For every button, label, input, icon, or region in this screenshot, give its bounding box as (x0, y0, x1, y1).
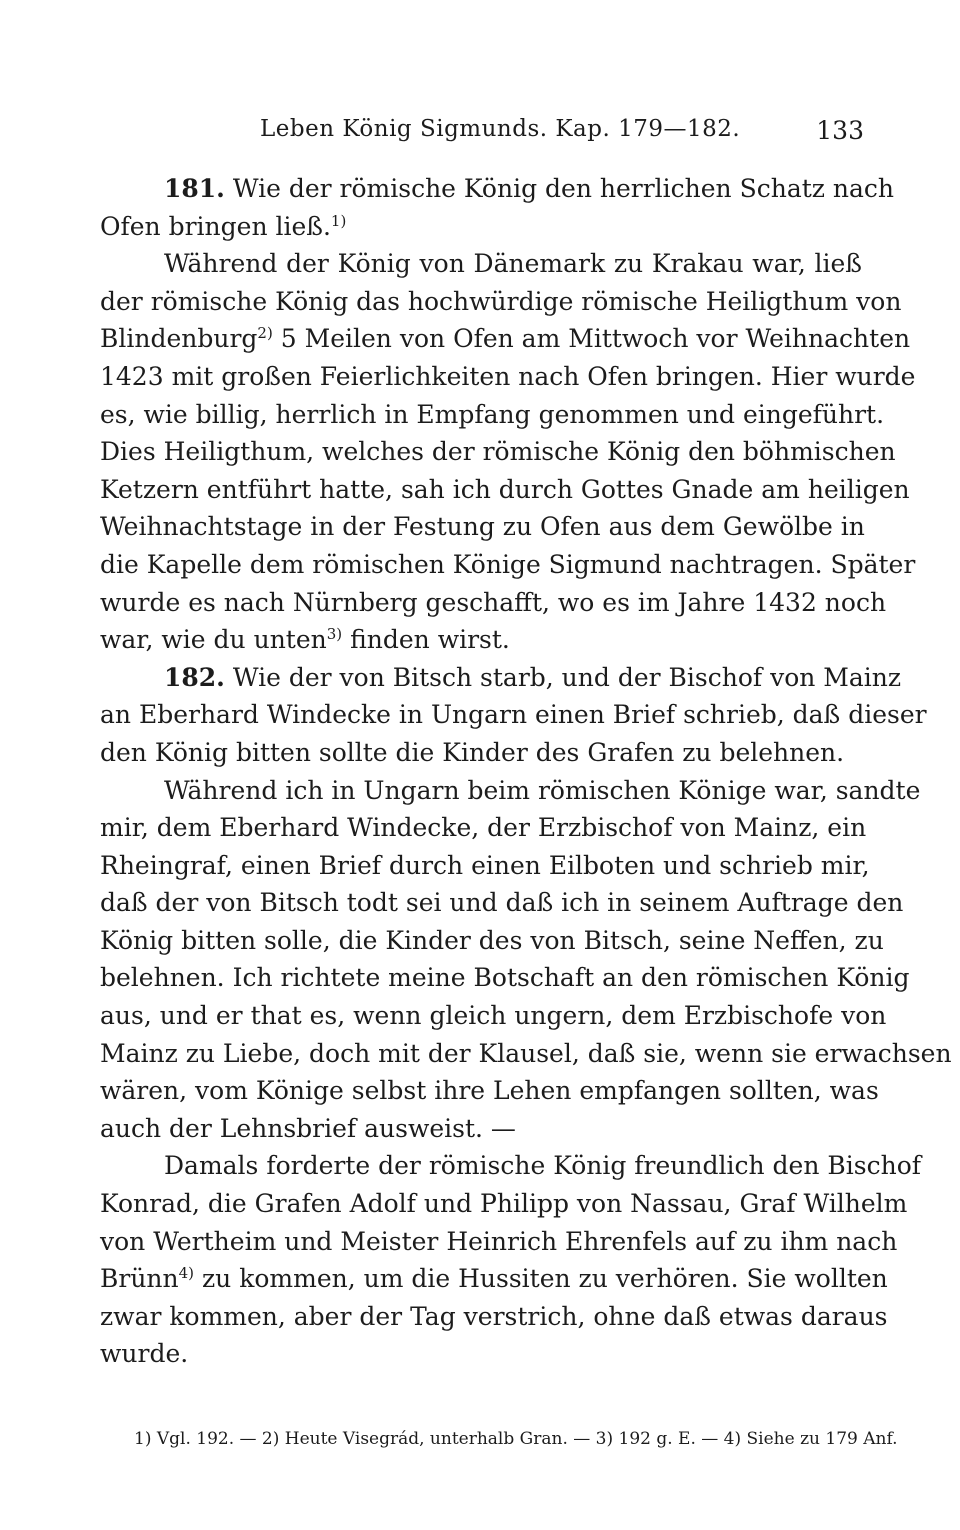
line-text: König bitten solle, die Kinder des von Bitsch, seine Neffen, zu (100, 925, 884, 955)
text-line (100, 1072, 879, 1110)
line-text: Konrad, die Grafen Adolf und Philipp von Nassau, Graf Wilhelm (100, 1189, 908, 1219)
line-text: Rheingraf, einen Brief durch einen Eilboten und schrieb mir, (100, 850, 870, 880)
text-line (100, 396, 885, 434)
line-text: Brünn (100, 1264, 179, 1294)
line-text: Mainz zu Liebe, doch mit der Klausel, daß sie, wenn sie erwachsen (100, 1038, 952, 1068)
line-text-continued: zu kommen, um die Hussiten zu verhören. Sie wollten (194, 1264, 888, 1294)
line-text: Damals forderte der römische König freundlich den Bischof (164, 1151, 921, 1181)
line-text: Ofen bringen ließ. (100, 211, 331, 241)
body-text (100, 170, 952, 1373)
line-text: wurde es nach Nürnberg geschafft, wo es im Jahre 1432 noch (100, 587, 887, 617)
line-text-continued: 5 Meilen von Ofen am Mittwoch vor Weihnachten (272, 324, 911, 354)
line-text-continued: finden wirst. (342, 625, 510, 655)
text-line (100, 546, 916, 584)
line-text: Dies Heiligthum, welches der römische König den böhmischen (100, 437, 896, 467)
text-line (100, 245, 862, 283)
line-text: Wie der von Bitsch starb, und der Bischof von Mainz (232, 662, 902, 692)
line-text: mir, dem Eberhard Windecke, der Erzbischof von Mainz, ein (100, 813, 867, 843)
text-line (100, 959, 910, 997)
section-number: 181. (164, 174, 225, 203)
line-text: Wie der römische König den herrlichen Schatz nach (232, 174, 895, 203)
line-text: aus, und er that es, wenn gleich ungern, dem Erzbischofe von (100, 1001, 887, 1031)
text-line (100, 922, 884, 960)
footnote-marker: 2) (257, 324, 273, 343)
section-heading-line (100, 659, 902, 697)
text-line (100, 320, 911, 358)
text-line (100, 1223, 898, 1261)
text-line (100, 884, 904, 922)
section-heading-line (100, 170, 895, 208)
text-line (100, 696, 927, 734)
text-line (100, 433, 896, 471)
running-title: Leben König Sigmunds. Kap. 179—182. (260, 116, 741, 142)
section-number: 182. (164, 662, 225, 692)
line-text: war, wie du unten (100, 625, 327, 655)
line-text: belehnen. Ich richtete meine Botschaft an den römischen König (100, 963, 910, 993)
line-text: zwar kommen, aber der Tag verstrich, ohne daß etwas daraus (100, 1301, 888, 1331)
text-line (100, 809, 867, 847)
text-line (100, 208, 862, 246)
text-line (100, 1335, 862, 1373)
text-line (100, 283, 902, 321)
text-line (100, 1110, 862, 1148)
text-line (100, 1147, 921, 1185)
text-line (100, 997, 887, 1035)
text-line (100, 584, 887, 622)
line-text: auch der Lehnsbrief ausweist. — (100, 1113, 516, 1143)
line-text: 1423 mit großen Feierlichkeiten nach Ofen bringen. Hier wurde (100, 361, 916, 391)
text-line (100, 358, 916, 396)
line-text: der römische König das hochwürdige römische Heiligthum von (100, 286, 902, 316)
line-text: an Eberhard Windecke in Ungarn einen Brief schrieb, daß dieser (100, 700, 927, 730)
footnote-marker: 1) (330, 211, 347, 230)
line-text: die Kapelle dem römischen Könige Sigmund nachtragen. Später (100, 549, 916, 579)
line-text: Ketzern entführt hatte, sah ich durch Gottes Gnade am heiligen (100, 474, 910, 504)
text-line (100, 1035, 952, 1073)
line-text: wären, vom Könige selbst ihre Lehen empfangen sollten, was (100, 1076, 879, 1106)
text-line (100, 508, 865, 546)
line-text: Während ich in Ungarn beim römischen Könige war, sandte (164, 775, 921, 805)
line-text: daß der von Bitsch todt sei und daß ich in seinem Auftrage den (100, 888, 904, 918)
line-text: von Wertheim und Meister Heinrich Ehrenfels auf zu ihm nach (100, 1226, 898, 1256)
text-line (100, 1185, 908, 1223)
page-number: 133 (816, 116, 864, 145)
line-text: Weihnachtstage in der Festung zu Ofen aus dem Gewölbe in (100, 512, 865, 542)
text-line (100, 1260, 888, 1298)
line-text: wurde. (100, 1339, 189, 1369)
footnote-marker: 3) (326, 625, 343, 644)
text-line (100, 621, 862, 659)
line-text: den König bitten sollte die Kinder des Grafen zu belehnen. (100, 737, 845, 767)
text-line (100, 1298, 888, 1336)
text-line (100, 772, 921, 810)
footnotes: 1) Vgl. 192. — 2) Heute Visegrád, unterhalb Gran. — 3) 192 g. E. — 4) Siehe zu 179 Anf. (134, 1429, 898, 1449)
text-line (100, 471, 910, 509)
line-text: Während der König von Dänemark zu Krakau war, ließ (164, 249, 862, 279)
text-line (100, 847, 870, 885)
footnote-marker: 4) (178, 1264, 195, 1283)
line-text: es, wie billig, herrlich in Empfang genommen und eingeführt. (100, 399, 885, 429)
text-line (100, 734, 862, 772)
page-header (100, 112, 864, 152)
line-text: Blindenburg (100, 324, 258, 354)
